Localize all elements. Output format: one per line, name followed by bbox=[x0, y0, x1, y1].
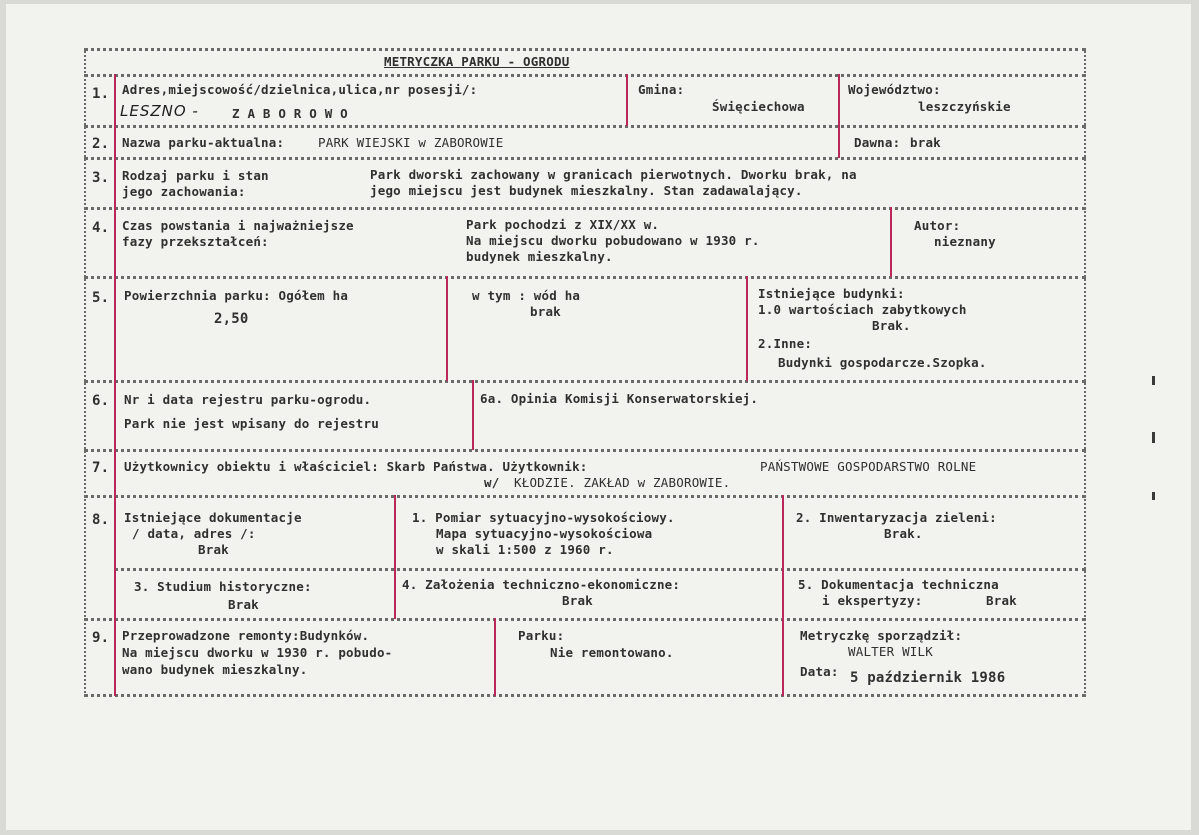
origin-text-3: budynek mieszkalny. bbox=[466, 249, 613, 264]
water-value: brak bbox=[530, 304, 561, 319]
rule-row8a bbox=[114, 568, 1086, 571]
rule-row7 bbox=[84, 495, 1086, 498]
area-label: Powierzchnia parku: Ogółem ha bbox=[124, 288, 349, 303]
park-name-value: PARK WIEJSKI w ZABOROWIE bbox=[318, 135, 504, 150]
row9-number: 9. bbox=[92, 630, 110, 646]
divider-r9-b bbox=[782, 618, 784, 696]
address-typed: Z A B O R O W O bbox=[232, 106, 348, 121]
row2-number: 2. bbox=[92, 136, 110, 152]
docs-value: Brak bbox=[198, 542, 229, 557]
address-label: Adres,miejscowość/dzielnica,ulica,nr posesji/: bbox=[122, 82, 478, 97]
park-record-card bbox=[6, 4, 1191, 830]
repairs-line3: wano budynek mieszkalny. bbox=[122, 662, 308, 677]
rule-row5 bbox=[84, 380, 1086, 383]
author-value: nieznany bbox=[934, 234, 996, 249]
owner-line2-b: KŁODZIE. ZAKŁAD w ZABOROWIE. bbox=[514, 475, 731, 490]
prepared-value: WALTER WILK bbox=[848, 644, 933, 659]
row1-number: 1. bbox=[92, 86, 110, 102]
survey-line3: w skali 1:500 z 1960 r. bbox=[436, 542, 614, 557]
survey-line1: 1. Pomiar sytuacyjno-wysokościowy. bbox=[412, 510, 675, 525]
buildings-line2: Brak. bbox=[872, 318, 911, 333]
rule-row1 bbox=[84, 125, 1086, 128]
buildings-label: Istniejące budynki: bbox=[758, 286, 905, 301]
rule-row6 bbox=[84, 449, 1086, 452]
docs-tech-line2: i ekspertyzy: bbox=[822, 593, 923, 608]
former-name-label: Dawna: bbox=[854, 135, 901, 150]
rule-row4 bbox=[84, 276, 1086, 279]
card-title: METRYCZKA PARKU - OGRODU bbox=[384, 54, 570, 69]
row8-number: 8. bbox=[92, 512, 110, 528]
origin-label-1: Czas powstania i najważniejsze bbox=[122, 218, 354, 233]
park-repairs-label: Parku: bbox=[518, 628, 565, 643]
row6-number: 6. bbox=[92, 393, 110, 409]
origin-text-1: Park pochodzi z XIX/XX w. bbox=[466, 217, 660, 232]
edge-mark bbox=[1152, 432, 1155, 443]
divider-r5-water bbox=[446, 276, 448, 381]
repairs-line2: Na miejscu dworku w 1930 r. pobudo- bbox=[122, 645, 393, 660]
rule-below-title bbox=[84, 74, 1086, 77]
edge-mark bbox=[1152, 376, 1155, 385]
water-label: w tym : wód ha bbox=[472, 288, 581, 303]
margin-line-main bbox=[114, 74, 116, 696]
border-left bbox=[84, 48, 86, 696]
prepared-label: Metryczkę sporządził: bbox=[800, 628, 963, 643]
wojewodztwo-value: leszczyńskie bbox=[918, 99, 1011, 114]
survey-line2: Mapa sytuacyjno-wysokościowa bbox=[436, 526, 653, 541]
repairs-label: Przeprowadzone remonty:Budynków. bbox=[122, 628, 370, 643]
gmina-label: Gmina: bbox=[638, 82, 685, 97]
gmina-value: Święciechowa bbox=[712, 99, 805, 114]
history-label: 3. Studium historyczne: bbox=[134, 579, 312, 594]
border-right bbox=[1084, 48, 1086, 696]
park-repairs-value: Nie remontowano. bbox=[550, 645, 674, 660]
register-value: Park nie jest wpisany do rejestru bbox=[124, 416, 379, 431]
divider-r5-buildings bbox=[746, 276, 748, 381]
rule-row2 bbox=[84, 157, 1086, 160]
divider-r8-a bbox=[394, 495, 396, 619]
owner-line2-a: w/ bbox=[484, 475, 500, 490]
divider-r1-woj bbox=[838, 74, 840, 158]
row5-number: 5. bbox=[92, 290, 110, 306]
type-label-1: Rodzaj parku i stan bbox=[122, 168, 269, 183]
buildings-line3: 2.Inne: bbox=[758, 336, 813, 351]
former-name-value: brak bbox=[910, 135, 941, 150]
history-value: Brak bbox=[228, 597, 259, 612]
tech-label: 4. Założenia techniczno-ekonomiczne: bbox=[402, 577, 681, 592]
row4-number: 4. bbox=[92, 220, 110, 236]
divider-r1-gmina bbox=[626, 74, 628, 126]
docs-label-2: / data, adres /: bbox=[132, 526, 256, 541]
row3-number: 3. bbox=[92, 170, 110, 186]
edge-mark bbox=[1152, 492, 1155, 500]
divider-r4-author bbox=[890, 207, 892, 277]
inventory-value: Brak. bbox=[884, 526, 923, 541]
buildings-line4: Budynki gospodarcze.Szopka. bbox=[778, 355, 987, 370]
date-label: Data: bbox=[800, 664, 839, 679]
inventory-label: 2. Inwentaryzacja zieleni: bbox=[796, 510, 997, 525]
type-text-2: jego miejscu jest budynek mieszkalny. Stan zadawalający. bbox=[370, 183, 803, 198]
register-label: Nr i data rejestru parku-ogrodu. bbox=[124, 392, 372, 407]
docs-label-1: Istniejące dokumentacje bbox=[124, 510, 302, 525]
wojewodztwo-label: Województwo: bbox=[848, 82, 941, 97]
divider-r8-b bbox=[782, 495, 784, 619]
type-text-1: Park dworski zachowany w granicach pierwotnych. Dworku brak, na bbox=[370, 167, 857, 182]
rule-row3 bbox=[84, 207, 1086, 210]
docs-tech-line1: 5. Dokumentacja techniczna bbox=[798, 577, 999, 592]
rule-row8 bbox=[84, 618, 1086, 621]
divider-r9-a bbox=[494, 618, 496, 696]
buildings-line1: 1.0 wartościach zabytkowych bbox=[758, 302, 967, 317]
divider-r6-opinion bbox=[472, 380, 474, 450]
author-label: Autor: bbox=[914, 218, 961, 233]
tech-value: Brak bbox=[562, 593, 593, 608]
type-label-2: jego zachowania: bbox=[122, 184, 246, 199]
address-handwritten: LESZNO - bbox=[120, 102, 199, 120]
date-value: 5 październik 1986 bbox=[850, 670, 1006, 686]
park-name-label: Nazwa parku-aktualna: bbox=[122, 135, 285, 150]
docs-tech-value: Brak bbox=[986, 593, 1017, 608]
origin-text-2: Na miejscu dworku pobudowano w 1930 r. bbox=[466, 233, 760, 248]
owner-line1-b: PAŃSTWOWE GOSPODARSTWO ROLNE bbox=[760, 459, 977, 474]
rule-top bbox=[84, 48, 1086, 51]
opinion-label: 6a. Opinia Komisji Konserwatorskiej. bbox=[480, 391, 759, 406]
rule-bottom bbox=[84, 694, 1086, 697]
row7-number: 7. bbox=[92, 460, 110, 476]
area-value: 2,50 bbox=[214, 311, 249, 327]
owner-line1-a: Użytkownicy obiektu i właściciel: Skarb Państwa. Użytkownik: bbox=[124, 459, 588, 474]
origin-label-2: fazy przekształceń: bbox=[122, 234, 269, 249]
